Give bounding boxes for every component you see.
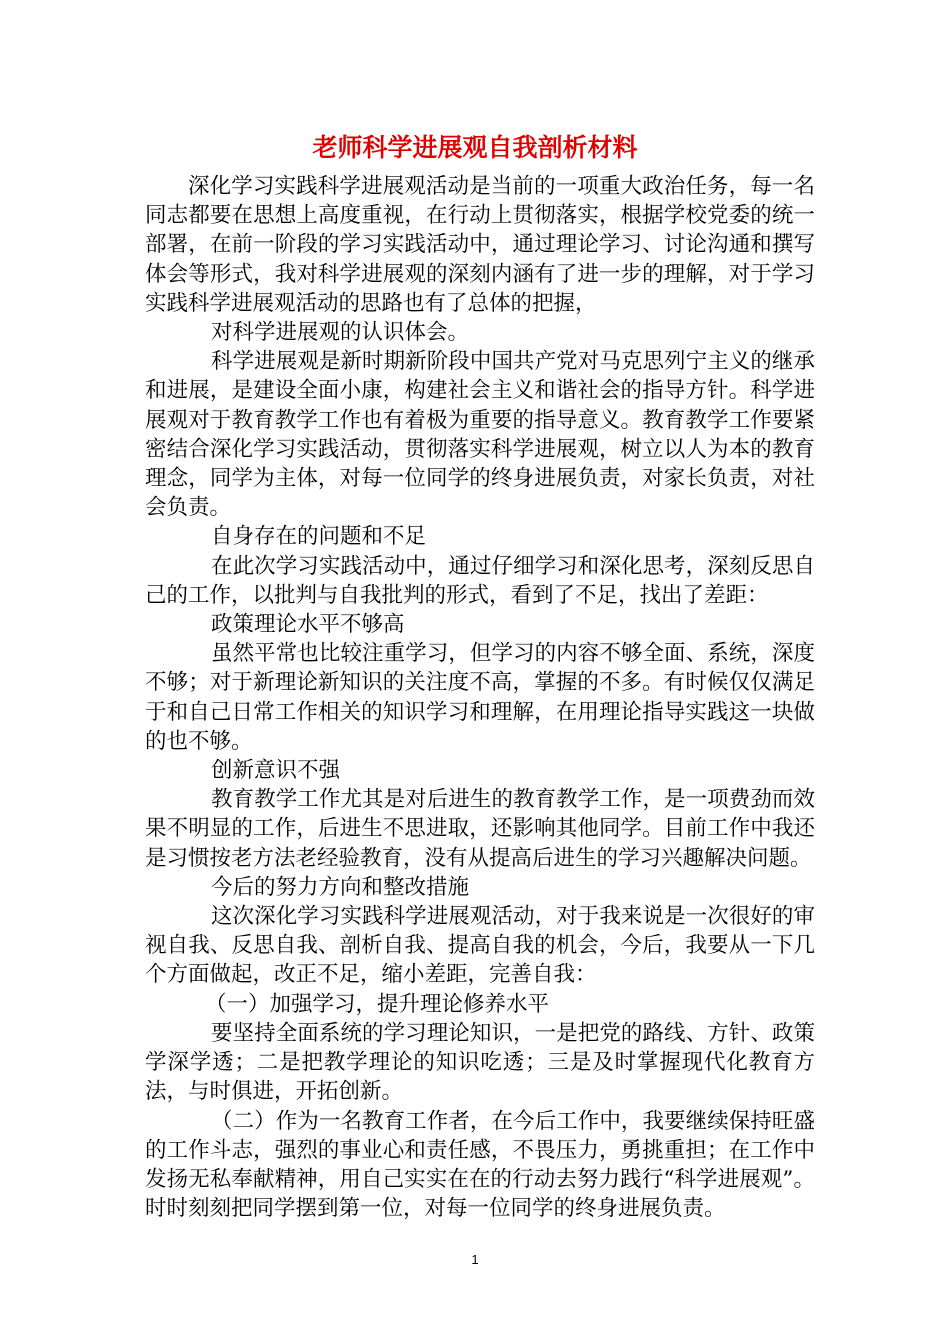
paragraph-innovation: 教育教学工作尤其是对后进生的教育教学工作，是一项费劲而效果不明显的工作，后进生不思进取，还影响其他同学。目前工作中我还是习惯按老方法老经验教育，没有从提高后进生的学习兴趣解决问题。 <box>145 787 815 871</box>
section-heading-understanding: 对科学进展观的认识体会。 <box>211 320 470 346</box>
document-title: 老师科学进展观自我剖析材料 <box>312 133 638 162</box>
sub-heading-study: （一）加强学习，提升理论修养水平 <box>205 991 550 1017</box>
section-heading-direction: 今后的努力方向和整改措施 <box>211 874 470 900</box>
paragraph-direction: 这次深化学习实践科学进展观活动，对于我来说是一次很好的审视自我、反思自我、剖析自我、提高自我的机会，今后，我要从一下几个方面做起，改正不足，缩小差距，完善自我： <box>145 904 815 988</box>
paragraph-problems: 在此次学习实践活动中，通过仔细学习和深化思考，深刻反思自己的工作，以批判与自我批判的形式，看到了不足，找出了差距： <box>145 553 815 608</box>
section-heading-innovation: 创新意识不强 <box>211 758 341 784</box>
paragraph-educator: （二）作为一名教育工作者，在今后工作中，我要继续保持旺盛的工作斗志，强烈的事业心和责任感，不畏压力，勇挑重担；在工作中发扬无私奉献精神，用自己实实在在的行动去努力践行“科学进展观”。时时刻刻把同学摆到第一位，对每一位同学的终身进展负责。 <box>145 1108 815 1222</box>
paragraph-study: 要坚持全面系统的学习理论知识，一是把党的路线、方针、政策学深学透；二是把教学理论的知识吃透；三是及时掌握现代化教育方法，与时俱进，开拓创新。 <box>145 1020 815 1105</box>
paragraph-intro: 深化学习实践科学进展观活动是当前的一项重大政治任务，每一名同志都要在思想上高度重视，在行动上贯彻落实，根据学校党委的统一部署，在前一阶段的学习实践活动中，通过理论学习、讨论沟通和撰写体会等形式，我对科学进展观的深刻内涵有了进一步的理解，对于学习实践科学进展观活动的思路也有了总体的把握， <box>145 174 815 316</box>
page-number: 1 <box>471 1252 479 1267</box>
paragraph-theory-level: 虽然平常也比较注重学习，但学习的内容不够全面、系统，深度不够；对于新理论新知识的关注度不高，掌握的不多。有时候仅仅满足于和自己日常工作相关的知识学习和理解，在用理论指导实践这一块做的也不够。 <box>145 641 815 754</box>
section-heading-theory-level: 政策理论水平不够高 <box>211 612 405 638</box>
paragraph-understanding: 科学进展观是新时期新阶段中国共产党对马克思列宁主义的继承和进展，是建设全面小康，构建社会主义和谐社会的指导方针。科学进展观对于教育教学工作也有着极为重要的指导意义。教育教学工作要紧密结合深化学习实践活动，贯彻落实科学进展观，树立以人为本的教育理念，同学为主体，对每一位同学的终身进展负责，对家长负责，对社会负责。 <box>145 349 815 521</box>
section-heading-problems: 自身存在的问题和不足 <box>211 524 427 550</box>
document-body <box>145 172 815 1223</box>
